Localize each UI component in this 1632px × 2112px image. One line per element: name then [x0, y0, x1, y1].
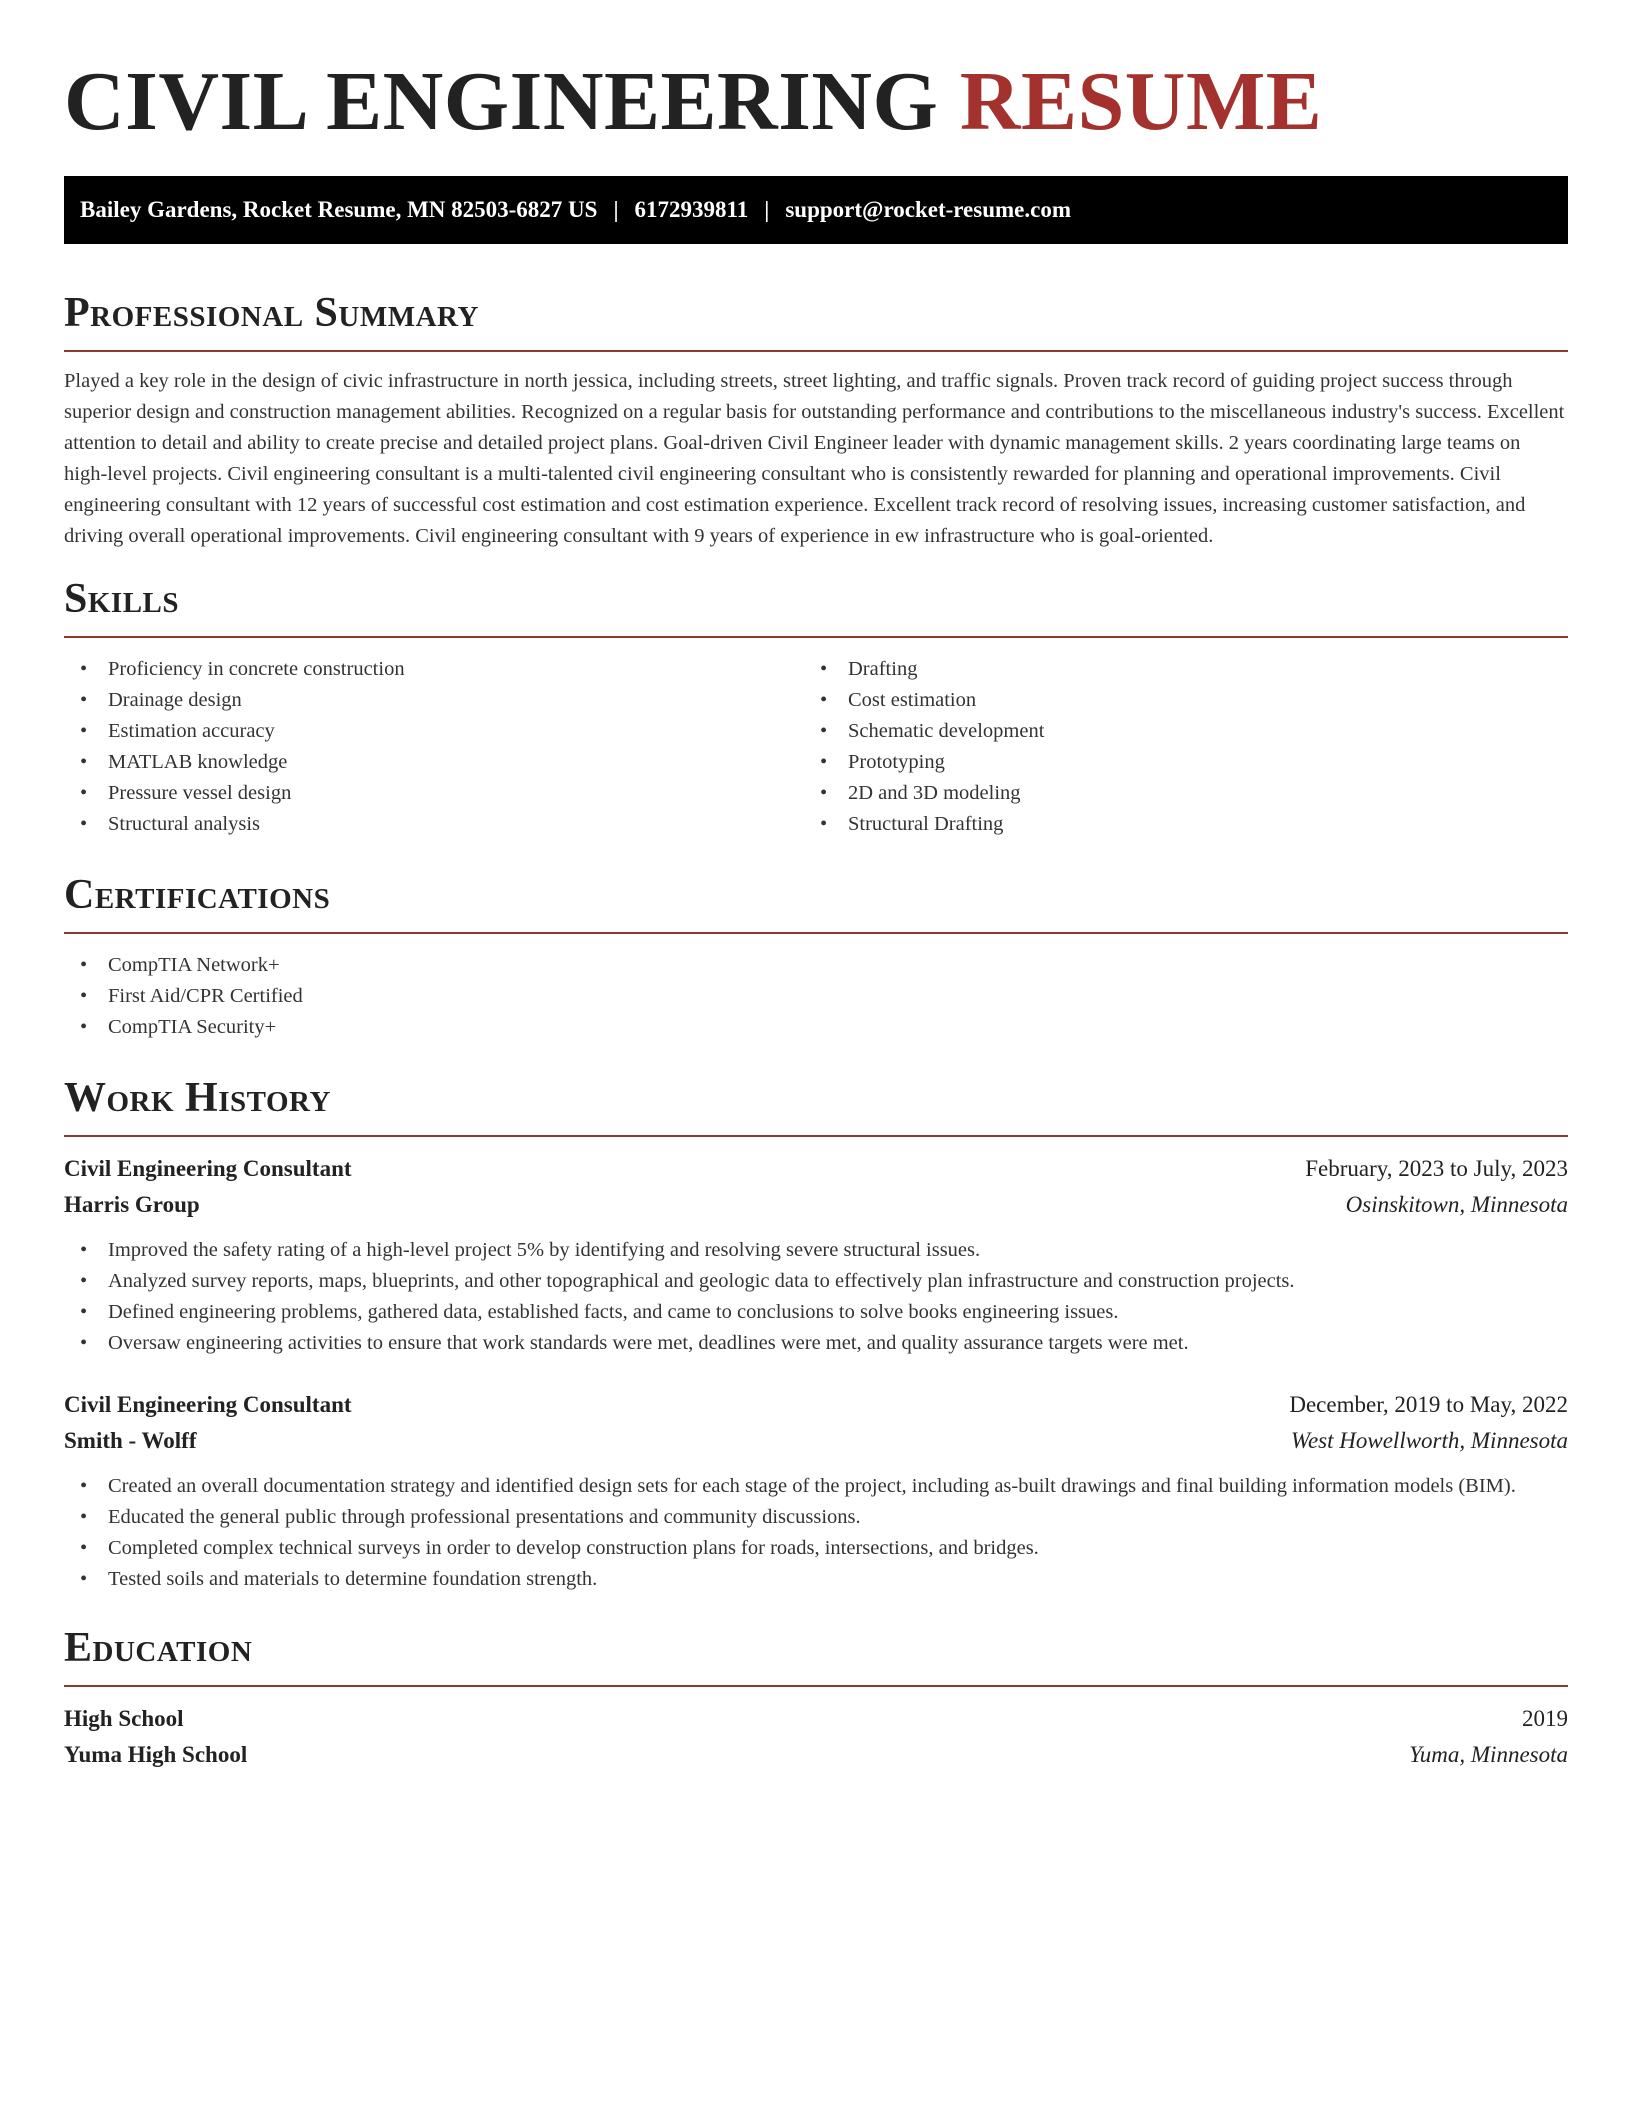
education-entry — [64, 1701, 1568, 1773]
job-entry — [64, 1151, 1568, 1359]
education-degree: High School — [64, 1706, 184, 1731]
education-heading: Education — [64, 1625, 253, 1671]
job-duty: • Defined engineering problems, gathered data, established facts, and came to conclusions to solve books engineering issues. — [64, 1297, 1568, 1328]
job-location: Osinskitown, Minnesota — [1345, 1192, 1568, 1217]
certification-item: • CompTIA Security+ — [64, 1012, 1568, 1043]
education-year: 2019 — [1522, 1706, 1568, 1731]
job-dates: December, 2019 to May, 2022 — [1289, 1392, 1568, 1417]
job-duty: • Created an overall documentation strategy and identified design sets for each stage of the project, including as-built drawings and final building information models (BIM). — [64, 1471, 1568, 1502]
skill-item: • Drainage design — [64, 685, 804, 716]
contact-email[interactable]: support@rocket-resume.com — [785, 197, 1071, 222]
job-header — [64, 1387, 1568, 1423]
job-subheader — [64, 1187, 1568, 1223]
skills-grid — [64, 654, 1568, 840]
skills-list-right — [804, 654, 1544, 840]
job-title: Civil Engineering Consultant — [64, 1392, 352, 1417]
skill-item: • Prototyping — [804, 747, 1544, 778]
job-duties — [64, 1471, 1568, 1595]
education-header — [64, 1701, 1568, 1737]
section-divider — [64, 1135, 1568, 1137]
job-header — [64, 1151, 1568, 1187]
job-duty: • Educated the general public through professional presentations and community discussions. — [64, 1502, 1568, 1533]
section-divider — [64, 636, 1568, 638]
section-divider — [64, 1685, 1568, 1687]
skills-heading: Skills — [64, 576, 180, 622]
work-section — [64, 1073, 1568, 1595]
job-duty: • Analyzed survey reports, maps, blueprints, and other topographical and geologic data to effectively plan infrastructure and construction projects. — [64, 1266, 1568, 1297]
job-dates: February, 2023 to July, 2023 — [1305, 1156, 1568, 1181]
certifications-list — [64, 950, 1568, 1043]
contact-address: Bailey Gardens, Rocket Resume, MN 82503-6827 US — [80, 197, 598, 222]
job-title: Civil Engineering Consultant — [64, 1156, 352, 1181]
skill-item: • Structural Drafting — [804, 809, 1544, 840]
job-entry — [64, 1387, 1568, 1595]
certifications-section — [64, 870, 1568, 1043]
education-school: Yuma High School — [64, 1742, 248, 1767]
skill-item: • 2D and 3D modeling — [804, 778, 1544, 809]
title-main: CIVIL ENGINEERING — [64, 55, 939, 148]
resume-title — [64, 56, 1568, 148]
job-company: Smith - Wolff — [64, 1428, 197, 1453]
skill-item: • MATLAB knowledge — [64, 747, 804, 778]
certifications-heading: Certifications — [64, 872, 331, 918]
job-subheader — [64, 1423, 1568, 1459]
summary-text: Played a key role in the design of civic infrastructure in north jessica, including streets, street lighting, and traffic signals. Proven track record of guiding project success through superior design and construction management abilities. Recognized on a regular basis for outstanding performance and contributions to the miscellaneous industry's success. Excellent attention to detail and ability to create precise and detailed project plans. Goal-driven Civil Engineer leader with dynamic management skills. 2 years coordinating large teams on high-level projects. Civil engineering consultant is a multi-talented civil engineering consultant who is consistently rewarded for planning and operational improvements. Civil engineering consultant with 12 years of successful cost estimation and cost estimation experience. Excellent track record of resolving issues, increasing customer satisfaction, and driving overall operational improvements. Civil engineering consultant with 9 years of experience in ew infrastructure who is goal-oriented. — [64, 370, 1565, 547]
summary-section — [64, 288, 1568, 552]
resume-page — [64, 56, 1568, 1773]
section-divider — [64, 350, 1568, 352]
job-company: Harris Group — [64, 1192, 200, 1217]
job-duty: • Oversaw engineering activities to ensure that work standards were met, deadlines were met, and quality assurance targets were met. — [64, 1328, 1568, 1359]
certification-item: • CompTIA Network+ — [64, 950, 1568, 981]
skill-item: • Structural analysis — [64, 809, 804, 840]
education-subheader — [64, 1737, 1568, 1773]
skill-item: • Drafting — [804, 654, 1544, 685]
skill-item: • Schematic development — [804, 716, 1544, 747]
skill-item: • Proficiency in concrete construction — [64, 654, 804, 685]
skills-list-left — [64, 654, 804, 840]
job-location: West Howellworth, Minnesota — [1290, 1428, 1568, 1453]
summary-heading: Professional Summary — [64, 290, 479, 336]
education-section — [64, 1623, 1568, 1773]
skill-item: • Cost estimation — [804, 685, 1544, 716]
contact-separator: | — [613, 197, 619, 222]
section-divider — [64, 932, 1568, 934]
skills-section — [64, 574, 1568, 840]
contact-phone[interactable]: 6172939811 — [634, 197, 749, 222]
job-duty: • Completed complex technical surveys in order to develop construction plans for roads, intersections, and bridges. — [64, 1533, 1568, 1564]
job-duties — [64, 1235, 1568, 1359]
skill-item: • Estimation accuracy — [64, 716, 804, 747]
job-duty: • Tested soils and materials to determine foundation strength. — [64, 1564, 1568, 1595]
skill-item: • Pressure vessel design — [64, 778, 804, 809]
job-duty: • Improved the safety rating of a high-level project 5% by identifying and resolving severe structural issues. — [64, 1235, 1568, 1266]
certification-item: • First Aid/CPR Certified — [64, 981, 1568, 1012]
education-location: Yuma, Minnesota — [1409, 1742, 1568, 1767]
contact-bar — [64, 176, 1568, 244]
contact-separator: | — [764, 197, 770, 222]
work-heading: Work History — [64, 1075, 331, 1121]
title-accent: RESUME — [959, 55, 1323, 148]
